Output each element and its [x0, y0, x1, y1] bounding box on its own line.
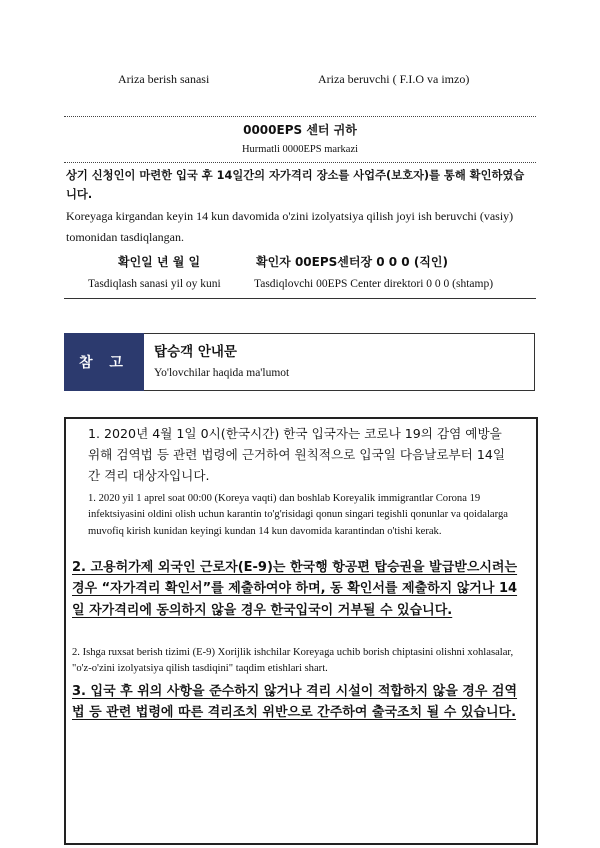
notice-item-2-ko: 2. 고용허가제 외국인 근로자(E-9)는 한국행 항공편 탑승권을 발급받으시려는 경우 “자가격리 확인서”를 제출하여야 하며, 동 확인서를 제출하지 않거나 14일 자가격리에 동의하지 않을 경우 한국입국이 거부될 수 있습니다.	[72, 560, 518, 618]
notice-items-box	[64, 417, 538, 845]
confirmation-text-ko: 상기 신청인이 마련한 입국 후 14일간의 자가격리 장소를 사업주(보호자)를 통해 확인하였습니다.	[66, 169, 525, 202]
notice-tag: 참 고	[64, 333, 144, 391]
notice-item-2-uz: 2. Ishga ruxsat berish tizimi (E-9) Xorijlik ishchilar Koreyaga uchib borish chiptasini olishni xohlasalar, "o'z-o'zini izolyatsiya qilish tasdiqini" taqdim etishlari shart.	[72, 647, 514, 675]
application-date-label: Ariza berish sanasi	[118, 72, 210, 86]
confirm-date-uz: Tasdiqlash sanasi yil oy kuni	[88, 278, 221, 290]
notice-title-ko: 탑승객 안내문	[154, 344, 237, 360]
confirmer-ko: 확인자 00EPS센터장 0 0 0 (직인)	[256, 255, 448, 269]
notice-item-1-ko: 1. 2020년 4월 1일 0시(한국시간) 한국 입국자는 코로나 19의 감염 예방을 위해 검역법 등 관련 법령에 근거하여 원칙적으로 입국일 다음날로부터 14일간 격리 대상자입니다.	[88, 426, 506, 484]
divider	[64, 298, 536, 299]
notice-item-1-uz: 1. 2020 yil 1 aprel soat 00:00 (Koreya vaqti) dan boshlab Koreyalik immigrantlar Corona 19 infektsiyasini oldini olish uchun karantin to'g'risidagi qonun singari tegishli qonunlar va qoidalarga muvofiq kirish kunidan keyingi kundan 14 kun davomida karantindan o'tishi kerak.	[88, 493, 508, 537]
addressee-ko: 0000EPS 센터 귀하	[243, 123, 357, 137]
divider	[64, 162, 536, 163]
applicant-label: Ariza beruvchi ( F.I.O va imzo)	[318, 72, 470, 86]
confirmation-text-uz: Koreyaga kirgandan keyin 14 kun davomida o'zini izolyatsiya qilish joyi ish beruvchi (vasiy) tomonidan tasdiqlangan.	[66, 209, 514, 244]
addressee-uz: Hurmatli 0000EPS markazi	[241, 144, 359, 155]
notice-title-uz: Yo'lovchilar haqida ma'lumot	[154, 367, 290, 379]
divider	[64, 116, 536, 117]
confirm-date-ko: 확인일 년 월 일	[118, 255, 201, 269]
notice-title-box	[144, 333, 535, 391]
notice-item-3-ko: 3. 입국 후 위의 사항을 준수하지 않거나 격리 시설이 적합하지 않을 경우 검역법 등 관련 법령에 따른 격리조치 위반으로 간주하여 출국조치 될 수 있습니다.	[72, 684, 518, 721]
confirmer-uz: Tasdiqlovchi 00EPS Center direktori 0 0 0 (shtamp)	[254, 278, 494, 290]
